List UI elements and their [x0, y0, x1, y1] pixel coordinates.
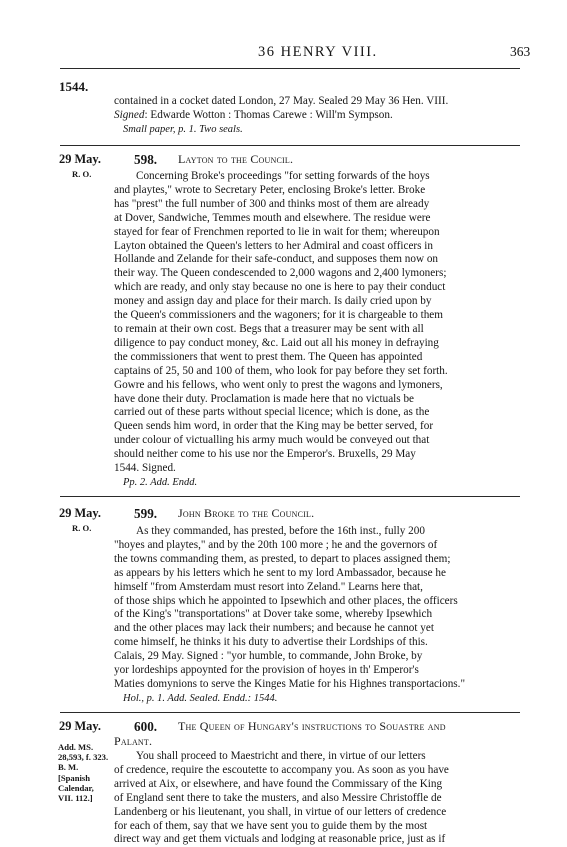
body-line: Calais, 29 May. Signed : "yor humble, to commande, John Broke, by — [114, 650, 423, 663]
body-line: himself "from Amsterdam must resort into Zeland." Learns here that, — [114, 580, 423, 593]
body-line: their way. The Queen condescended to 2,000 wagons and 2,400 lymoners; — [114, 267, 447, 280]
entry-separator — [60, 145, 520, 146]
previous-entry-signatures — [114, 109, 514, 123]
body-line: of credence, require the escoutette to accompany you. As soon as you have — [114, 763, 449, 776]
entry-600-heading-line2: Palant. — [114, 734, 153, 748]
body-line: captains of 25, 50 and 100 of them, who look for pay before they set forth. — [114, 364, 448, 377]
previous-entry-note: Small paper, p. 1. Two seals. — [123, 124, 243, 135]
body-line: stayed for fear of Frenchmen reported to lie in wait for them; whereupon — [114, 225, 440, 238]
body-line: money and assign day and place for their march. Is daily cried upon by — [114, 295, 432, 308]
entry-599-number: 599. — [134, 506, 158, 521]
entry-599-source: R. O. — [72, 523, 92, 533]
body-line: diligence to pay conduct money, &c. Laid out all his money in defraying — [114, 336, 439, 349]
body-line: "hoyes and playtes," and by the 20th 100 more ; he and the governors of — [114, 538, 438, 551]
body-line: arrived at Aix, or elsewhere, and have found the Commissary of the King — [114, 777, 443, 790]
entry-separator — [60, 712, 520, 713]
body-line: the Queen's commissioners and the wagoners; for it is chargeable to them — [114, 309, 443, 322]
source-line: B. M. — [58, 762, 79, 773]
margin-year: 1544. — [59, 79, 89, 94]
body-line: Gowre and his fellows, who went only to prest the wagons and lymoners, — [114, 378, 443, 391]
body-line: carried out of these parts without special licence; which is done, as the — [114, 406, 430, 419]
body-line: for each of them, say that we have sent you to guide them by the most — [114, 819, 428, 832]
entry-599-heading: John Broke to the Council. — [178, 506, 315, 520]
body-line: Maties domynions to serve the Kinges Matie for his Highnes transportacions." — [114, 677, 466, 690]
entry-600-number: 600. — [134, 719, 158, 734]
previous-entry-tail — [114, 95, 514, 123]
running-title: 36 HENRY VIII. — [258, 44, 378, 60]
entry-600-source — [58, 742, 108, 803]
entry-598-body — [114, 170, 514, 476]
body-line: the towns commanding them, as prested, to depart to places assigned them; — [114, 552, 451, 565]
entry-600-heading-line1: The Queen of Hungary's instructions to Souastre and — [178, 719, 446, 733]
body-line: yor lordeships appoynted for the provision of hoyes in th' Emperor's — [114, 664, 419, 677]
running-head — [0, 44, 567, 64]
body-line: As they commanded, has prested, before the 16th inst., fully 200 — [136, 525, 425, 537]
page-number: 363 — [510, 44, 531, 59]
body-line: come himself, he thinks it his duty to advertise their Lordships of this. — [114, 636, 428, 649]
entry-598-heading: Layton to the Council. — [178, 152, 294, 166]
body-line: have done their duty. Proclamation is made here that no victuals be — [114, 392, 415, 405]
body-line: which are ready, and only stay because no one is here to pay their conduct — [114, 281, 446, 294]
signatures-text: : Edwarde Wotton : Thomas Carewe : Will'm Sympson. — [144, 108, 393, 121]
source-line: 28,593, f. 323. — [58, 752, 109, 763]
source-line: Calendar, — [58, 782, 94, 793]
entry-599-body — [114, 525, 514, 692]
source-line: Add. MS. — [58, 742, 94, 752]
body-line: and the other places may lack their numbers; and because he cannot yet — [114, 622, 434, 635]
entry-600-date: 29 May. — [59, 719, 101, 733]
body-line: under colour of victualling his army much would be conveyed out that — [114, 434, 430, 447]
entry-599-date: 29 May. — [59, 506, 101, 520]
body-line: Hollande and Zelande for their safe-conduct, and supposes them now on — [114, 253, 439, 266]
entry-598-number: 598. — [134, 152, 158, 167]
body-line: of England sent there to take the musters, and also Messire Christoffle de — [114, 791, 442, 804]
body-line: Queen sends him word, in order that the King may be better served, for — [114, 420, 434, 433]
entry-599-note: Hol., p. 1. Add. Sealed. Endd.: 1544. — [123, 693, 278, 704]
body-line: and playtes," wrote to Secretary Peter, enclosing Broke's letter. Broke — [114, 183, 426, 196]
body-line: the commissioners that went to prest them. The Queen has appointed — [114, 350, 423, 363]
body-line: as appears by his letters which he sent to my lord Ambassador, because he — [114, 566, 446, 579]
source-line: [Spanish — [58, 772, 91, 783]
entry-598-note: Pp. 2. Add. Endd. — [123, 477, 198, 488]
body-line: direct way and get them victuals and lodging at reasonable price, just as if — [114, 833, 446, 846]
body-line: Concerning Broke's proceedings "for setting forwards of the hoys — [136, 170, 430, 182]
body-line: at Dover, Sandwiche, Temmes mouth and elsewhere. The residue were — [114, 211, 431, 224]
body-line: Landenberg or his lieutenant, you shall, in virtue of our letters of credence — [114, 805, 447, 818]
entry-598-date: 29 May. — [59, 152, 101, 166]
body-line: has "prest" the full number of 300 and thinks most of them are already — [114, 197, 430, 210]
body-line: Layton obtained the Queen's letters to her Admiral and coast officers in — [114, 239, 434, 252]
body-line: of those ships which he appointed to Ipsewhich and other places, the officers — [114, 594, 458, 607]
entry-600-body — [114, 750, 514, 847]
body-line: to remain at their own cost. Begs that a treasurer may be sent with all — [114, 322, 424, 335]
signed-label: Signed — [114, 108, 145, 121]
entry-598-source: R. O. — [72, 169, 92, 179]
body-line: should neither come to his use nor the Emperor's. Bruxells, 29 May — [114, 448, 416, 461]
body-line: of the King's "transportations" at Dover take some, whereby Ipsewhich — [114, 608, 433, 621]
body-line: 1544. Signed. — [114, 462, 176, 475]
header-rule — [60, 68, 520, 69]
body-line: You shall proceed to Maestricht and there, in virtue of our letters — [136, 750, 426, 762]
previous-entry-line: contained in a cocket dated London, 27 May. Sealed 29 May 36 Hen. VIII. — [114, 95, 449, 107]
entry-separator — [60, 496, 520, 497]
source-line: VII. 112.] — [58, 793, 93, 804]
